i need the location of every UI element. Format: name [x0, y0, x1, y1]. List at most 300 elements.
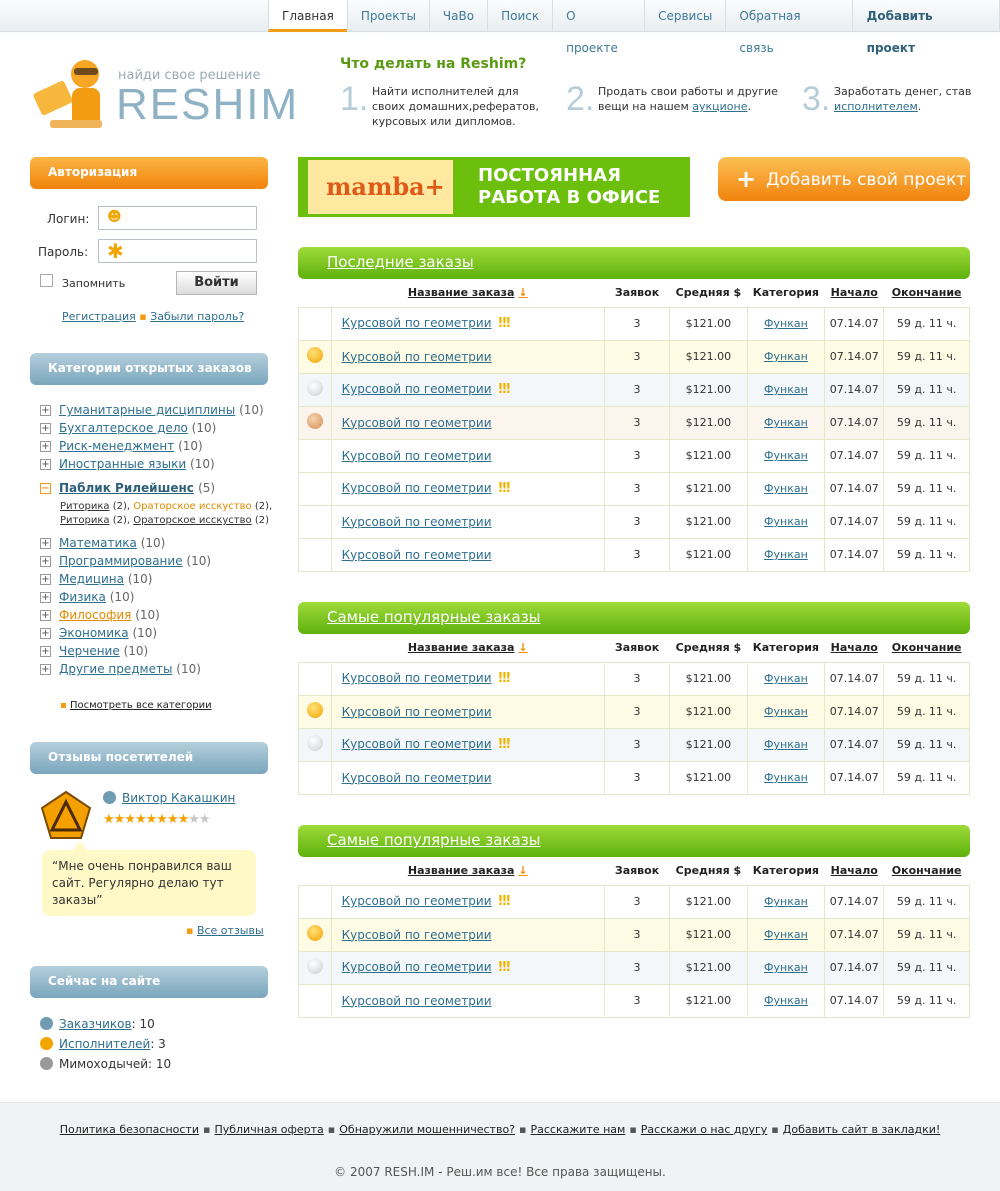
category-item[interactable]: [40, 552, 211, 570]
hot-icon: !!!: [497, 960, 510, 975]
end-time-cell: 59 д. 11 ч.: [884, 728, 970, 761]
category-item[interactable]: [40, 570, 152, 588]
hot-icon: !!!: [497, 671, 510, 686]
sort-arrow-icon[interactable]: ↓: [518, 864, 528, 878]
average-price-cell: $121.00: [670, 406, 748, 439]
category-count: (10): [135, 608, 160, 622]
auth-links: Регистрация ▪ Забыли пароль?: [62, 310, 245, 323]
column-header: [747, 634, 825, 662]
orders-section: [298, 825, 970, 1018]
order-name-cell: [331, 728, 604, 761]
medal-cell: [299, 340, 332, 373]
category-cell: [747, 406, 825, 439]
star-icon: ★: [156, 812, 167, 827]
subcategory-line-2: [60, 514, 269, 528]
nav-item[interactable]: Обратная связь: [725, 0, 851, 32]
category-name[interactable]: Бухгалтерское дело: [59, 421, 188, 435]
average-price-cell: $121.00: [670, 951, 748, 984]
expand-icon[interactable]: +: [41, 628, 50, 639]
medal-cell: [299, 406, 332, 439]
start-date-cell: 07.14.07: [825, 761, 884, 794]
separator: ▪: [629, 1123, 637, 1136]
order-name-cell: [331, 538, 604, 571]
order-link[interactable]: Курсовой по геометрии: [341, 671, 492, 685]
start-date-cell: 07.14.07: [825, 918, 884, 951]
table-row: [299, 340, 970, 373]
category-item[interactable]: [40, 419, 216, 437]
category-link[interactable]: Функан: [764, 961, 808, 974]
category-name[interactable]: Другие предметы: [59, 662, 173, 676]
average-price-cell: $121.00: [670, 984, 748, 1017]
average-price-cell: $121.00: [670, 538, 748, 571]
footer-link[interactable]: Политика безопасности: [59, 1123, 199, 1136]
category-link[interactable]: Функан: [764, 515, 808, 528]
expand-icon[interactable]: +: [41, 538, 50, 549]
column-header-label: Средняя $: [675, 641, 742, 655]
category-name[interactable]: Иностранные языки: [59, 457, 187, 471]
mamba-ad-banner[interactable]: [298, 157, 690, 217]
category-name[interactable]: Экономика: [59, 626, 129, 640]
sort-arrow-icon[interactable]: ↓: [518, 641, 528, 655]
category-count: (5): [198, 481, 216, 495]
medal-cell: [299, 472, 332, 505]
category-item[interactable]: [40, 642, 148, 660]
orders-table: [298, 279, 970, 572]
table-row: [299, 984, 970, 1017]
online-count: : 10: [131, 1017, 155, 1031]
auction-link[interactable]: аукционе: [692, 100, 748, 113]
step-text: [598, 84, 778, 114]
start-date-cell: 07.14.07: [825, 472, 884, 505]
end-time-cell: 59 д. 11 ч.: [884, 472, 970, 505]
category-item[interactable]: [40, 660, 201, 678]
category-name[interactable]: Программирование: [59, 554, 183, 568]
order-name-cell: [331, 307, 604, 340]
order-name-cell: [331, 406, 604, 439]
subcategory-count: (2),: [112, 501, 131, 512]
collapse-icon[interactable]: −: [41, 483, 50, 494]
subcategory-link[interactable]: Риторика: [60, 501, 110, 512]
section-title-link[interactable]: Последние заказы: [327, 253, 474, 271]
category-count: (10): [132, 626, 158, 640]
category-cell: [747, 538, 825, 571]
online-count: : 3: [150, 1037, 166, 1051]
column-header-label: Окончание: [891, 864, 962, 878]
star-icon: ★: [113, 812, 125, 827]
user-type-icon: [40, 1037, 53, 1050]
hot-icon: !!!: [497, 481, 510, 496]
table-row: [299, 307, 970, 340]
bids-cell: 3: [604, 918, 669, 951]
user-type-icon: [40, 1057, 53, 1070]
header: [0, 0, 1000, 145]
average-price-cell: $121.00: [670, 885, 748, 918]
expand-icon[interactable]: +: [41, 405, 50, 416]
bids-cell: 3: [604, 695, 669, 728]
online-row: [40, 1016, 155, 1032]
category-item[interactable]: [40, 534, 165, 552]
category-link[interactable]: Функан: [764, 548, 808, 561]
category-link[interactable]: Функан: [764, 994, 808, 1007]
medal-cell: [299, 885, 332, 918]
medal-cell: [299, 728, 332, 761]
category-link[interactable]: Функан: [764, 317, 808, 330]
table-row: [299, 728, 970, 761]
order-link[interactable]: Курсовой по геометрии: [341, 894, 492, 908]
nav-item[interactable]: Главная: [268, 0, 347, 32]
step-number: 2.: [566, 80, 595, 118]
order-link[interactable]: Курсовой по геометрии: [341, 547, 492, 562]
footer-link[interactable]: Добавить сайт в закладки!: [782, 1123, 941, 1136]
column-header[interactable]: [884, 279, 970, 307]
order-link[interactable]: Курсовой по геометрии: [341, 770, 492, 785]
star-icon: ★: [124, 812, 135, 827]
category-item[interactable]: [40, 624, 157, 642]
category-count: (10): [176, 662, 201, 676]
category-cell: [747, 695, 825, 728]
medal-cell: [299, 307, 332, 340]
category-count: (10): [190, 457, 215, 471]
order-link[interactable]: Курсовой по геометрии: [341, 927, 492, 942]
all-categories-link[interactable]: Посмотреть все категории: [69, 700, 212, 711]
average-price-cell: $121.00: [670, 695, 748, 728]
password-input[interactable]: [98, 239, 257, 263]
expand-icon[interactable]: +: [41, 592, 50, 603]
bids-cell: 3: [604, 728, 669, 761]
category-name[interactable]: Гуманитарные дисциплины: [59, 403, 236, 417]
category-item[interactable]: [40, 437, 203, 455]
step-text: Найти исполнителей для своих домашних,рефератов, курсовых или дипломов.: [372, 85, 539, 128]
orders-table: [298, 634, 970, 795]
category-item[interactable]: [40, 606, 160, 624]
end-time-cell: 59 д. 11 ч.: [884, 307, 970, 340]
end-time-cell: 59 д. 11 ч.: [884, 662, 970, 695]
start-date-cell: 07.14.07: [825, 505, 884, 538]
table-header-row: [299, 857, 970, 885]
table-row: [299, 761, 970, 794]
start-date-cell: 07.14.07: [825, 340, 884, 373]
end-time-cell: 59 д. 11 ч.: [884, 406, 970, 439]
section-title: [298, 825, 970, 857]
column-header: [299, 857, 332, 885]
medal-cell: [299, 662, 332, 695]
expand-icon[interactable]: +: [41, 610, 50, 621]
nav-item[interactable]: ЧаВо: [429, 0, 487, 32]
orders-table: [298, 857, 970, 1018]
column-header-label: Окончание: [891, 286, 962, 300]
category-expanded[interactable]: [40, 479, 215, 497]
order-link[interactable]: Курсовой по геометрии: [341, 349, 492, 364]
expand-icon[interactable]: +: [41, 441, 50, 452]
category-name[interactable]: Медицина: [59, 572, 124, 586]
average-price-cell: $121.00: [670, 472, 748, 505]
medal-cell: [299, 538, 332, 571]
reviews-panel-title: Отзывы посетителей: [30, 742, 268, 774]
category-cell: [747, 472, 825, 505]
end-time-cell: 59 д. 11 ч.: [884, 984, 970, 1017]
column-header-label: Средняя $: [675, 864, 742, 878]
column-header[interactable]: [825, 857, 884, 885]
category-name[interactable]: Физика: [59, 590, 106, 604]
bids-cell: 3: [604, 307, 669, 340]
category-link[interactable]: Функан: [764, 928, 808, 941]
category-link[interactable]: Функан: [764, 383, 808, 396]
logo-brand[interactable]: RESHIM: [116, 80, 300, 129]
column-header: [604, 857, 669, 885]
table-row: [299, 406, 970, 439]
order-name-cell: [331, 505, 604, 538]
category-item[interactable]: [40, 588, 134, 606]
column-header-label: Окончание: [891, 641, 962, 655]
login-button[interactable]: Войти: [176, 271, 257, 295]
column-header-label: Средняя $: [675, 286, 742, 300]
all-reviews: ▪ Все отзывы: [186, 924, 264, 937]
gold-medal-icon: [307, 347, 323, 363]
bids-cell: 3: [604, 662, 669, 695]
expand-icon[interactable]: +: [41, 423, 50, 434]
bids-cell: 3: [604, 472, 669, 505]
column-header: [604, 634, 669, 662]
password-label: Пароль:: [38, 245, 89, 259]
column-header-label: Начало: [830, 864, 878, 878]
footer-link[interactable]: Публичная оферта: [214, 1123, 324, 1136]
categories-panel-title: Категории открытых заказов: [30, 353, 268, 385]
review-text: “Мне очень понравился ваш сайт. Регулярно делаю тут заказы”: [42, 850, 256, 916]
end-time-cell: 59 д. 11 ч.: [884, 538, 970, 571]
table-header-row: [299, 279, 970, 307]
category-name[interactable]: Паблик Рилейшенс: [59, 481, 194, 495]
order-link[interactable]: Курсовой по геометрии: [341, 993, 492, 1008]
column-header-label: Заявок: [614, 641, 660, 655]
column-header[interactable]: [884, 857, 970, 885]
category-link[interactable]: Функан: [764, 482, 808, 495]
category-link[interactable]: Функан: [764, 672, 808, 685]
online-panel-title: Сейчас на сайте: [30, 966, 268, 998]
end-time-cell: 59 д. 11 ч.: [884, 885, 970, 918]
column-header[interactable]: [331, 634, 604, 662]
category-cell: [747, 761, 825, 794]
category-count: (10): [140, 536, 166, 550]
category-name[interactable]: Черчение: [59, 644, 120, 658]
all-reviews-link[interactable]: Все отзывы: [196, 924, 264, 937]
order-link[interactable]: Курсовой по геометрии: [341, 737, 492, 751]
column-header-label: Название заказа: [407, 864, 515, 878]
table-row: [299, 373, 970, 406]
subcategory-link[interactable]: Риторика: [60, 515, 110, 526]
order-name-cell: [331, 984, 604, 1017]
category-name[interactable]: Риск-менеджмент: [59, 439, 175, 453]
order-name-cell: [331, 951, 604, 984]
table-header-row: [299, 634, 970, 662]
start-date-cell: 07.14.07: [825, 373, 884, 406]
order-link[interactable]: Курсовой по геометрии: [341, 704, 492, 719]
step-number: 3.: [802, 80, 831, 118]
category-link[interactable]: Функан: [764, 771, 808, 784]
footer: [0, 1102, 1000, 1191]
star-icon: ★: [177, 812, 189, 827]
order-link[interactable]: Курсовой по геометрии: [341, 382, 492, 396]
average-price-cell: $121.00: [670, 373, 748, 406]
silver-medal-icon: [307, 958, 323, 974]
column-header: [747, 279, 825, 307]
average-price-cell: $121.00: [670, 505, 748, 538]
category-item[interactable]: [40, 455, 215, 473]
banner-line: РАБОТА В ОФИСЕ: [478, 187, 661, 208]
category-cell: [747, 505, 825, 538]
section-title: [298, 602, 970, 634]
column-header: [299, 279, 332, 307]
silver-medal-icon: [307, 735, 323, 751]
online-link[interactable]: Заказчиков: [59, 1017, 132, 1031]
category-count: (10): [186, 554, 212, 568]
online-label: Мимоходычей: [59, 1057, 149, 1071]
expand-icon[interactable]: +: [41, 574, 50, 585]
column-header: [670, 634, 748, 662]
table-row: [299, 662, 970, 695]
executor-link[interactable]: исполнителем: [834, 100, 918, 113]
order-link[interactable]: Курсовой по геометрии: [341, 514, 492, 529]
category-count: (10): [191, 421, 217, 435]
end-time-cell: 59 д. 11 ч.: [884, 505, 970, 538]
category-cell: [747, 307, 825, 340]
subcategory-link[interactable]: Ораторское исскуство: [133, 501, 252, 512]
medal-cell: [299, 951, 332, 984]
order-link[interactable]: Курсовой по геометрии: [341, 481, 492, 495]
column-header[interactable]: [331, 279, 604, 307]
end-time-cell: 59 д. 11 ч.: [884, 695, 970, 728]
start-date-cell: 07.14.07: [825, 728, 884, 761]
subcategory-count: (2),: [254, 501, 273, 512]
mamba-logo: mamba+: [308, 160, 453, 214]
start-date-cell: 07.14.07: [825, 538, 884, 571]
section-title-link[interactable]: Самые популярные заказы: [327, 831, 541, 849]
star-icon: ★: [166, 812, 178, 827]
online-row: [40, 1056, 171, 1072]
section-title-link[interactable]: Самые популярные заказы: [327, 608, 541, 626]
bronze-medal-icon: [307, 413, 323, 429]
table-row: [299, 439, 970, 472]
end-time-cell: 59 д. 11 ч.: [884, 951, 970, 984]
star-icon: ★: [188, 812, 199, 827]
online-link[interactable]: Исполнителей: [59, 1037, 151, 1051]
intro-title: Что делать на Reshim?: [340, 56, 527, 72]
order-link[interactable]: Курсовой по геометрии: [341, 960, 492, 974]
star-icon: ★: [145, 812, 157, 827]
column-header[interactable]: [825, 279, 884, 307]
column-header[interactable]: [825, 634, 884, 662]
category-name[interactable]: Математика: [59, 536, 137, 550]
average-price-cell: $121.00: [670, 761, 748, 794]
separator: ▪: [771, 1123, 779, 1136]
nav-item[interactable]: Проекты: [347, 0, 429, 32]
category-cell: [747, 662, 825, 695]
footer-link[interactable]: Расскажи о нас другу: [640, 1123, 768, 1136]
step-text-part: Заработать денег, став: [834, 85, 972, 98]
end-time-cell: 59 д. 11 ч.: [884, 439, 970, 472]
forgot-password-link[interactable]: Забыли пароль?: [150, 310, 245, 323]
gold-medal-icon: [307, 702, 323, 718]
sort-arrow-icon[interactable]: ↓: [518, 286, 528, 300]
column-header-label: Название заказа: [407, 641, 515, 655]
subcategory-line-1: [60, 500, 272, 514]
category-link[interactable]: Функан: [764, 705, 808, 718]
category-item[interactable]: [40, 401, 264, 419]
end-time-cell: 59 д. 11 ч.: [884, 340, 970, 373]
login-input[interactable]: [98, 206, 257, 230]
column-header: [604, 279, 669, 307]
order-link[interactable]: Курсовой по геометрии: [341, 316, 492, 330]
remember-checkbox[interactable]: [40, 274, 53, 287]
order-link[interactable]: Курсовой по геометрии: [341, 415, 492, 430]
category-link[interactable]: Функан: [764, 738, 808, 751]
gold-medal-icon: [307, 925, 323, 941]
medal-cell: [299, 695, 332, 728]
expand-icon[interactable]: +: [41, 459, 50, 470]
star-icon: ★: [103, 812, 114, 827]
table-row: [299, 695, 970, 728]
start-date-cell: 07.14.07: [825, 951, 884, 984]
nav-item[interactable]: Сервисы: [644, 0, 725, 32]
expand-icon[interactable]: +: [41, 556, 50, 567]
register-link[interactable]: Регистрация: [62, 310, 136, 323]
separator: ▪: [519, 1123, 527, 1136]
separator: ▪: [327, 1123, 336, 1136]
plus-icon: +: [736, 165, 757, 193]
category-link[interactable]: Функан: [764, 449, 808, 462]
step-text-part: .: [747, 100, 751, 113]
category-cell: [747, 439, 825, 472]
order-name-cell: [331, 472, 604, 505]
reviewer-name[interactable]: Виктор Какашкин: [122, 791, 236, 805]
all-categories: ▪ Посмотреть все категории: [60, 700, 212, 711]
reviewer-avatar: [40, 790, 92, 840]
order-name-cell: [331, 885, 604, 918]
nav-item[interactable]: Добавить проект: [852, 0, 1000, 32]
nav-item[interactable]: Поиск: [487, 0, 552, 32]
step-text-part: Продать свои работы и другие вещи на нашем: [598, 85, 778, 113]
medal-cell: [299, 984, 332, 1017]
step-text: [834, 84, 974, 114]
category-count: (10): [239, 403, 264, 417]
subcategory-link[interactable]: Ораторское исскуство: [133, 515, 252, 526]
end-time-cell: 59 д. 11 ч.: [884, 918, 970, 951]
category-link[interactable]: Функан: [764, 416, 808, 429]
bids-cell: 3: [604, 373, 669, 406]
medal-cell: [299, 439, 332, 472]
category-cell: [747, 340, 825, 373]
column-header-label: Начало: [830, 286, 878, 300]
expand-icon[interactable]: +: [41, 646, 50, 657]
footer-link[interactable]: Обнаружили мошенничество?: [339, 1123, 516, 1136]
banner-text: [478, 165, 660, 209]
bids-cell: 3: [604, 984, 669, 1017]
footer-link[interactable]: Расскажите нам: [530, 1123, 626, 1136]
category-link[interactable]: Функан: [764, 350, 808, 363]
category-name[interactable]: Философия: [59, 608, 132, 622]
column-header-label: Категория: [752, 286, 819, 300]
column-header-label: Категория: [752, 864, 819, 878]
expand-icon[interactable]: +: [41, 664, 50, 675]
column-header-label: Название заказа: [407, 286, 515, 300]
top-navigation-bar: [0, 0, 1000, 55]
column-header[interactable]: [884, 634, 970, 662]
nav-item[interactable]: О проекте: [552, 0, 644, 32]
add-project-button[interactable]: [718, 157, 970, 201]
column-header[interactable]: [331, 857, 604, 885]
end-time-cell: 59 д. 11 ч.: [884, 761, 970, 794]
order-link[interactable]: Курсовой по геометрии: [341, 448, 492, 463]
category-link[interactable]: Функан: [764, 895, 808, 908]
